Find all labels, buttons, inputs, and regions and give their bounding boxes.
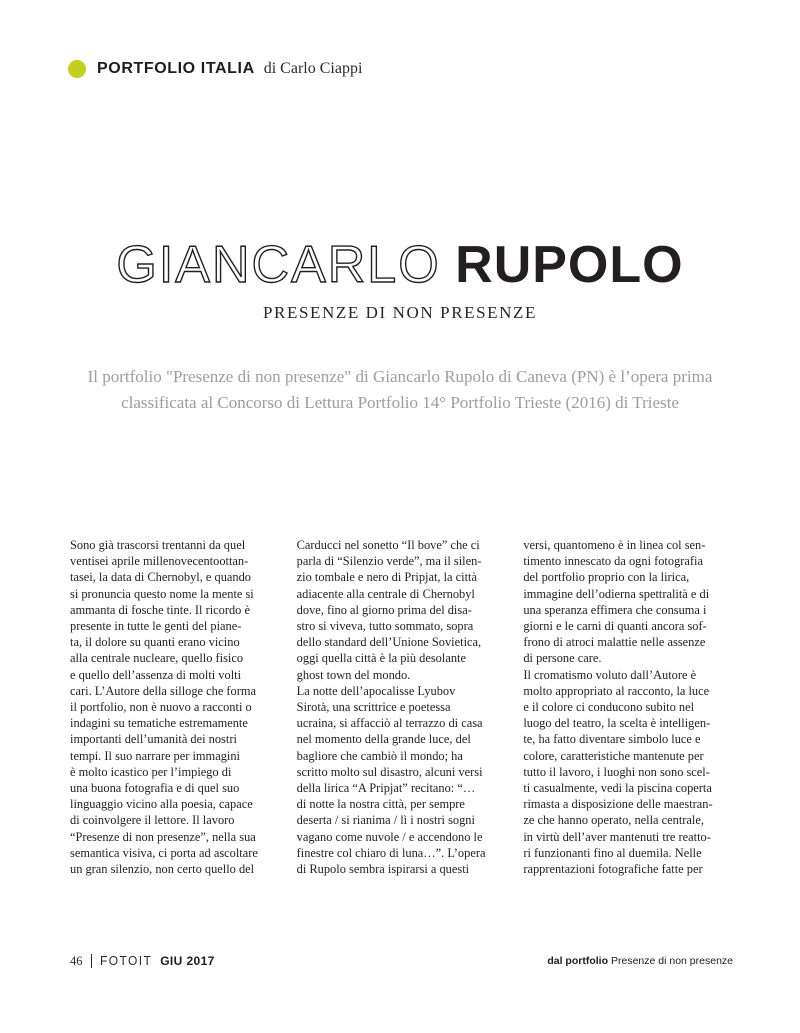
- text-line: scritto molto sul disastro, alcuni versi: [296, 764, 483, 779]
- footer-portfolio-credit: [547, 955, 733, 967]
- text-line: e il colore ci conducono subito nel: [523, 700, 695, 715]
- text-line: versi, quantomeno è in linea col sen-: [523, 538, 706, 552]
- footer-credit-title: Presenze di non presenze: [611, 955, 733, 967]
- text-line: bagliore che cambiò il mondo; ha: [296, 748, 463, 763]
- text-line: alla centrale nucleare, quello fisico: [70, 651, 244, 666]
- text-line: adiacente alla centrale di Chernobyl: [296, 586, 475, 601]
- text-line: tempi. Il suo narrare per immagini: [70, 748, 240, 763]
- text-line: Sono già trascorsi trentanni da quel: [70, 538, 246, 552]
- text-line: finestre col chiaro di luna…”. L’opera: [296, 845, 486, 860]
- section-label: PORTFOLIO ITALIA: [97, 60, 255, 77]
- text-line: dove, fino al giorno prima del disa-: [296, 602, 472, 617]
- text-line: di coinvolgere il lettore. Il lavoro: [70, 813, 235, 828]
- magazine-name: FOTOIT: [100, 953, 153, 969]
- footer-left: [70, 954, 215, 969]
- footer-divider: [91, 954, 93, 968]
- text-line: di persone care.: [523, 651, 602, 666]
- text-line: una speranza effimera che consuma i: [523, 602, 707, 617]
- text-line: dello standard dell’Unione Sovietica,: [296, 635, 482, 650]
- text-line: Sirotà, una scrittrice e poetessa: [296, 700, 451, 715]
- text-line: nel momento della grande luce, del: [296, 732, 471, 747]
- body-column-1: [70, 537, 280, 877]
- article-title: [0, 236, 800, 294]
- text-line: in virtù dell’aver mantenuti tre reatto-: [523, 829, 711, 844]
- text-line: presente in tutte le genti del piane-: [70, 619, 242, 634]
- issue-date: GIU 2017: [160, 954, 215, 968]
- text-line: stro si viveva, tutto sommato, sopra: [296, 619, 474, 634]
- text-line: è molto icastico per l’impiego di: [70, 764, 232, 779]
- text-line: “Presenze di non presenze”, nella sua: [70, 829, 256, 844]
- text-line: e quello dell’assenza di molti volti: [70, 667, 242, 682]
- text-line: Il cromatismo voluto dall’Autore è: [523, 667, 697, 682]
- text-line: di Rupolo sembra ispirarsi a questi: [296, 862, 470, 877]
- text-line: oggi quella città è la più desolante: [296, 651, 466, 666]
- text-line: ammanta di fosche tinte. Il ricordo è: [70, 602, 250, 617]
- bullet-dot-icon: [68, 60, 86, 78]
- text-line: parla di “Silenzio verde”, ma il silen-: [296, 554, 482, 569]
- body-columns: [70, 537, 733, 877]
- text-line: immagine dell’odierna spettralità e di: [523, 586, 710, 601]
- text-line: si pronuncia questo nome la mente si: [70, 586, 254, 601]
- text-line: linguaggio vicino alla poesia, capace: [70, 797, 253, 812]
- text-line: timento innescato da ogni fotografia: [523, 554, 703, 569]
- page-footer: [70, 951, 733, 971]
- text-line: importanti dell’umanità dei nostri: [70, 732, 237, 747]
- text-line: deserta / si rianima / lì i nostri sogni: [296, 813, 475, 828]
- text-line: cari. L’Autore della silloge che forma: [70, 683, 257, 698]
- text-line: ti casualmente, vedi la piscina coperta: [523, 781, 712, 796]
- text-line: ta, il dolore su quanti erano vicino: [70, 635, 240, 650]
- text-line: di notte la nostra città, per sempre: [296, 797, 465, 812]
- text-line: ri funzionanti fino al duemila. Nelle: [523, 845, 702, 860]
- article-subtitle: PRESENZE DI NON PRESENZE: [262, 303, 538, 322]
- body-column-3: [523, 537, 733, 877]
- text-line: ucraina, si affacciò al terrazzo di casa: [296, 716, 483, 731]
- text-line: ventisei aprile millenovecentoottan-: [70, 554, 249, 569]
- text-line: semantica visiva, ci porta ad ascoltare: [70, 845, 258, 860]
- section-header: [68, 58, 362, 80]
- text-line: una buona fotografia e di quel suo: [70, 781, 240, 796]
- footer-credit-label: dal portfolio: [547, 955, 608, 967]
- text-line: te, ha fatto diventare simbolo luce e: [523, 732, 701, 747]
- text-line: ze che hanno operato, nella centrale,: [523, 813, 704, 828]
- text-line: luogo del teatro, la scelta è intelligen-: [523, 716, 711, 731]
- text-line: del portfolio proprio con la lirica,: [523, 570, 690, 585]
- text-line: della lirica “A Pripjat” recitano: “…: [296, 781, 476, 796]
- text-line: vagano come nuvole / e accendono le: [296, 829, 483, 844]
- text-line: zio tombale e nero di Pripjat, la città: [296, 570, 477, 585]
- text-line: un gran silenzio, non certo quello del: [70, 862, 255, 877]
- text-line: indagini su tematiche estremamente: [70, 716, 248, 731]
- text-line: tutto il lavoro, i luoghi non sono scel-: [523, 764, 710, 779]
- standfirst: Il portfolio "Presenze di non presenze" di Giancarlo Rupolo di Caneva (PN) è l’opera prima classificata al Concorso di Lettura Portfolio 14° Portfolio Trieste (2016) di Trieste: [87, 367, 713, 412]
- title-first-name: GIANCARLO: [116, 236, 441, 294]
- text-line: tasei, la data di Chernobyl, e quando: [70, 570, 251, 585]
- text-line: frono di atroci malattie nelle assenze: [523, 635, 706, 650]
- text-line: La notte dell’apocalisse Lyubov: [296, 683, 456, 698]
- text-line: Carducci nel sonetto “Il bove” che ci: [296, 538, 480, 552]
- text-line: rapprentazioni fotografiche fatte per: [523, 862, 703, 877]
- title-last-name: RUPOLO: [455, 236, 684, 294]
- page-number: 46: [70, 953, 83, 968]
- text-line: giorni e le carni di quanti ancora sof-: [523, 619, 707, 634]
- text-line: ghost town del mondo.: [296, 667, 411, 682]
- author-byline: di Carlo Ciappi: [263, 60, 363, 77]
- body-column-2: [297, 537, 507, 877]
- text-line: rimasta a disposizione delle maestran-: [523, 797, 713, 812]
- text-line: il portfolio, non è nuovo a racconti o: [70, 700, 252, 715]
- text-line: colore, caratteristiche mantenute per: [523, 748, 704, 763]
- text-line: molto appropriato al racconto, la luce: [523, 683, 710, 698]
